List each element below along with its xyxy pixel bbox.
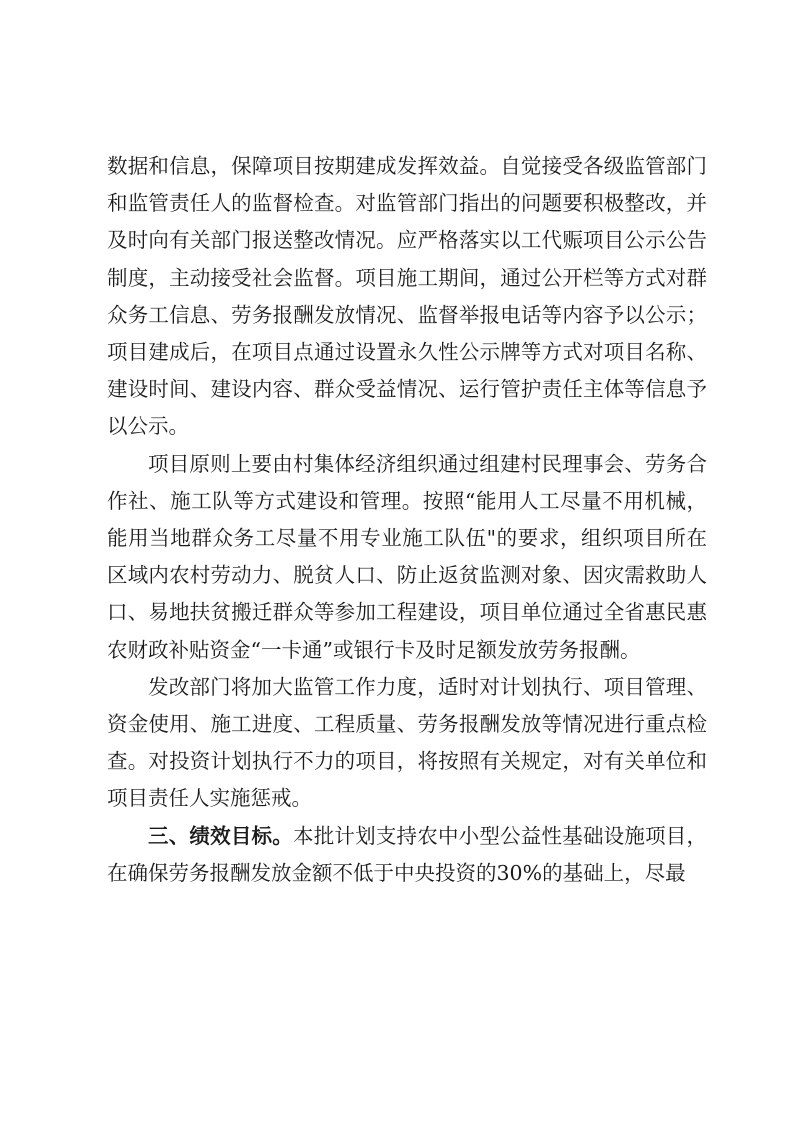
paragraph-supervision-publicity: 数据和信息，保障项目按期建成发挥效益。自觉接受各级监管部门和监管责任人的监督检查。对监管部门指出的问题要积极整改，并及时向有关部门报送整改情况。应严格落实以工代赈项目公示公告制度，主动接受社会监督。项目施工期间，通过公开栏等方式对群众务工信息、劳务报酬发放情况、监督举报电话等内容予以公示；项目建成后，在项目点通过设置永久性公示牌等方式对项目名称、建设时间、建设内容、群众受益情况、运行管护责任主体等信息予以公示。 [107,154,707,439]
paragraph-inspection: 发改部门将加大监管工作力度，适时对计划执行、项目管理、资金使用、施工进度、工程质量、劳务报酬发放等情况进行重点检查。对投资计划执行不力的项目，将按照有关规定，对有关单位和项目责任人实施惩戒。 [107,674,707,811]
paragraph-performance-goals [107,818,707,892]
document-body [107,148,707,892]
paragraph-construction-management: 项目原则上要由村集体经济组织通过组建村民理事会、劳务合作社、施工队等方式建设和管理。按照“能用人工尽量不用机械，能用当地群众务工尽量不用专业施工队伍"的要求，组织项目所在区域内农村劳动力、脱贫人口、防止返贫监测对象、因灾需救助人口、易地扶贫搬迁群众等参加工程建设，项目单位通过全省惠民惠农财政补贴资金“一卡通”或银行卡及时足额发放劳务报酬。 [107,451,707,662]
paragraph-text: 本批计划支持农中小型公益性基础设施项目，在确保劳务报酬发放金额不低于中央投资的30%的基础上，尽最 [107,823,708,885]
section-heading: 三、绩效目标。 [148,823,293,848]
